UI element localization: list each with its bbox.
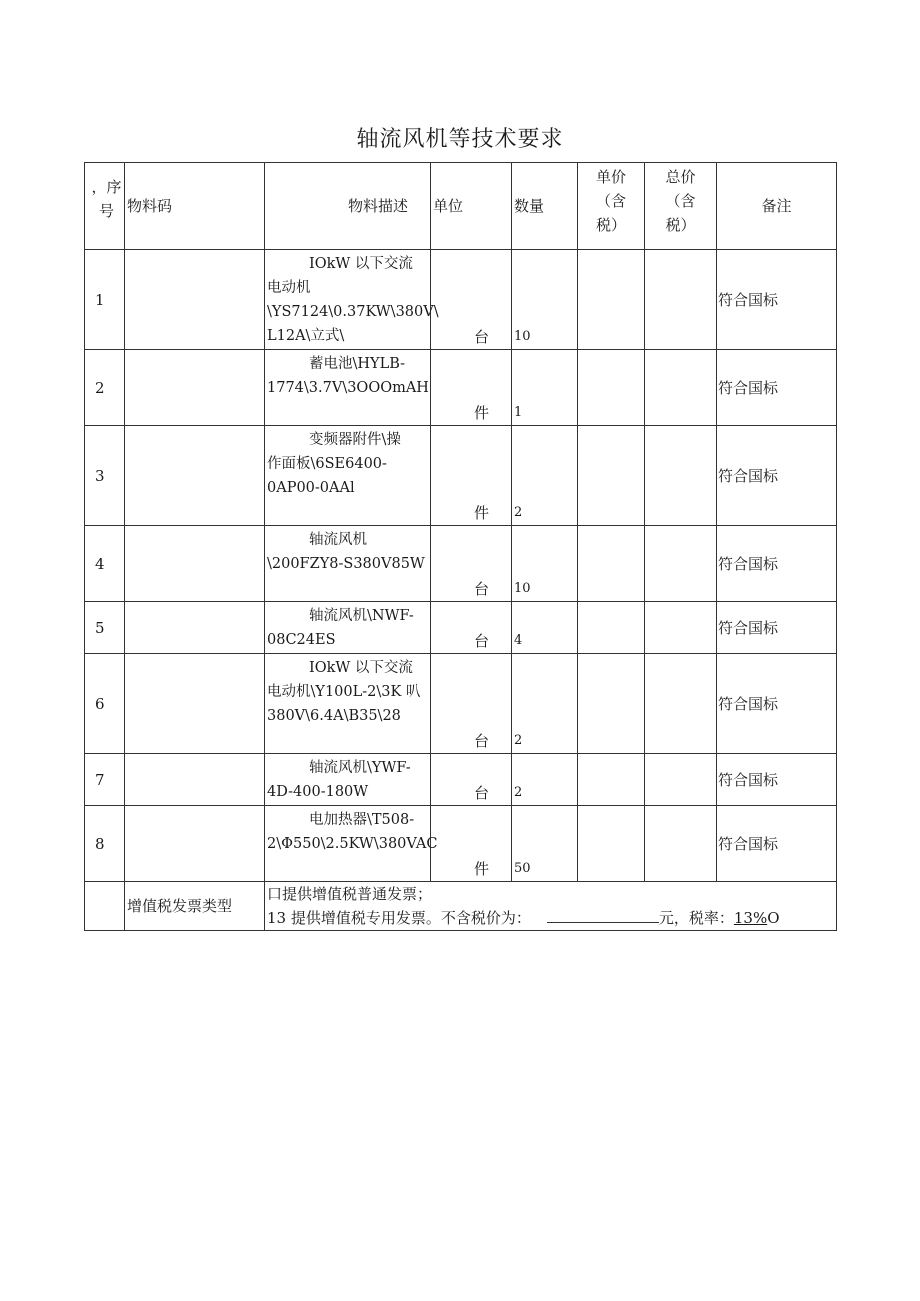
row-description-line: L12A\立式\ [267,328,345,344]
row-total-price [645,350,717,426]
row-description-line: \200FZY8-S380V85W [267,556,425,572]
header-seq [85,163,125,250]
row-description-line: 08C24ES [267,632,336,648]
row-quantity: 10 [512,526,578,602]
row-unit: 台 [431,654,512,754]
row-index: 2 [85,350,125,426]
header-unit: 单位 [431,163,512,250]
row-unit: 台 [431,250,512,350]
row-unit: 件 [431,806,512,882]
row-description-line: 电动机 [267,280,311,296]
row-description-line: 电加热器\T508- [309,812,415,828]
row-description-line: 0AP00-0AAl [267,480,355,496]
row-unit-price [578,754,645,806]
row-index: 8 [85,806,125,882]
header-row [85,163,837,250]
row-unit-price [578,806,645,882]
row-description-line: IOkW 以下交流 [309,256,413,272]
header-unit-price-l2: （含 [595,192,626,210]
row-material-code [125,806,265,882]
invoice-unit-and-rate-label: 元，税率： [658,909,734,927]
row-unit-price [578,602,645,654]
header-description: 物料描述 [265,163,431,250]
row-remark: 符合国标 [717,754,837,806]
row-material-code [125,526,265,602]
header-quantity: 数量 [512,163,578,250]
header-unit-price-l3: 税） [595,216,626,234]
row-total-price [645,654,717,754]
invoice-option-special[interactable] [267,906,836,930]
row-quantity: 4 [512,602,578,654]
row-description-line: 电动机\Y100L-2\3K 叭 [267,684,421,700]
row-remark: 符合国标 [717,602,837,654]
row-description-line: 作面板\6SE6400- [267,456,387,472]
row-index: 3 [85,426,125,526]
row-remark: 符合国标 [717,250,837,350]
tax-rate-suffix: O [767,909,780,927]
row-total-price [645,806,717,882]
row-unit: 台 [431,526,512,602]
header-seq-top: ，序 [91,178,122,196]
row-description-line: IOkW 以下交流 [309,660,413,676]
row-quantity: 2 [512,654,578,754]
table-row [85,654,837,754]
row-material-code [125,654,265,754]
invoice-options [265,882,837,931]
row-description-line: 蓄电池\HYLB- [309,356,406,372]
row-description [265,602,431,654]
row-quantity: 1 [512,350,578,426]
invoice-row [85,882,837,931]
row-unit: 件 [431,426,512,526]
row-total-price [645,754,717,806]
row-remark: 符合国标 [717,526,837,602]
row-description [265,526,431,602]
table-row [85,526,837,602]
row-unit-price [578,654,645,754]
row-total-price [645,526,717,602]
table-row [85,602,837,654]
row-description-line: 2\Φ550\2.5KW\380VAC [267,836,438,852]
row-description-line: 1774\3.7V\3OOOmAH [267,380,429,396]
row-unit-price [578,250,645,350]
row-material-code [125,426,265,526]
row-total-price [645,250,717,350]
invoice-type-label: 增值税发票类型 [125,882,265,931]
row-quantity: 50 [512,806,578,882]
row-unit-price [578,526,645,602]
row-description [265,426,431,526]
table-row [85,250,837,350]
row-remark: 符合国标 [717,426,837,526]
row-description-line: 380V\6.4A\B35\28 [267,708,401,724]
row-unit-price [578,350,645,426]
table-row [85,426,837,526]
document-title: 轴流风机等技术要求 [356,127,564,152]
row-description [265,754,431,806]
invoice-index-cell [85,882,125,931]
tax-rate-value: 13% [733,909,768,927]
row-unit: 件 [431,350,512,426]
row-quantity: 2 [512,426,578,526]
row-total-price [645,602,717,654]
row-remark: 符合国标 [717,350,837,426]
table-row [85,754,837,806]
header-total-price [645,163,717,250]
header-total-price-l1: 总价 [665,168,696,186]
row-remark: 符合国标 [717,806,837,882]
invoice-option-special-text: 13 提供增值税专用发票。不含税价为： [267,909,531,927]
header-total-price-l2: （含 [665,192,696,210]
row-index: 1 [85,250,125,350]
row-description-line: \YS7124\0.37KW\380V\ [267,304,439,320]
row-total-price [645,426,717,526]
invoice-option-general[interactable]: 口提供增值税普通发票； [267,885,433,903]
row-unit: 台 [431,754,512,806]
row-material-code [125,602,265,654]
row-description [265,250,439,350]
row-quantity: 2 [512,754,578,806]
spec-table [84,162,837,931]
header-seq-bottom: 号 [98,202,114,220]
header-unit-price [578,163,645,250]
row-remark: 符合国标 [717,654,837,754]
table-row [85,806,837,882]
header-remark: 备注 [717,163,837,250]
row-unit: 台 [431,602,512,654]
header-unit-price-l1: 单价 [595,168,626,186]
row-material-code [125,250,265,350]
row-index: 7 [85,754,125,806]
row-description-line: 轴流风机 [309,532,367,548]
header-material-code: 物料码 [125,163,265,250]
row-index: 5 [85,602,125,654]
row-description-line: 变频器附件\操 [309,432,401,448]
row-quantity: 10 [512,250,578,350]
row-material-code [125,754,265,806]
row-description [265,654,431,754]
row-description [265,350,431,426]
header-total-price-l3: 税） [665,216,696,234]
table-row [85,350,837,426]
row-description-line: 轴流风机\YWF- [309,760,411,776]
row-material-code [125,350,265,426]
row-index: 6 [85,654,125,754]
row-description-line: 轴流风机\NWF- [309,608,414,624]
row-unit-price [578,426,645,526]
price-blank-field[interactable] [547,906,659,923]
row-index: 4 [85,526,125,602]
row-description [265,806,438,882]
row-description-line: 4D-400-180W [267,784,369,800]
